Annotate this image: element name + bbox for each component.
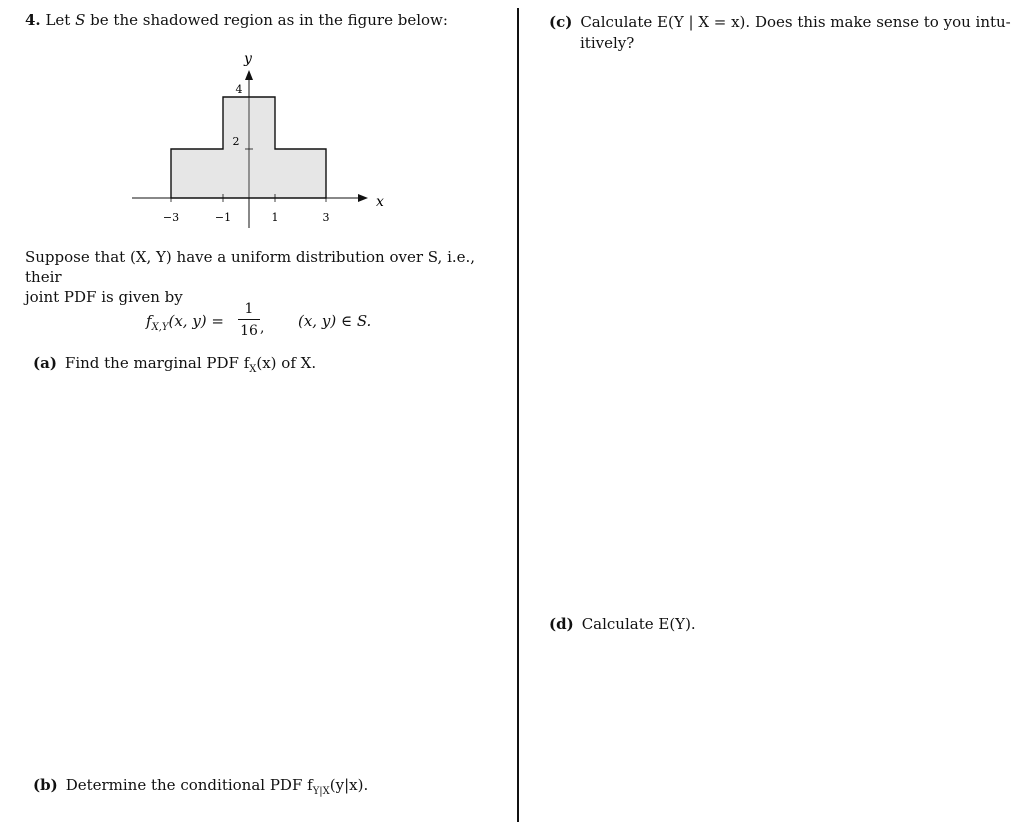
fraction-numerator: 1 bbox=[244, 301, 254, 317]
problem-number: 4. bbox=[25, 11, 41, 29]
problem-intro-before: Let bbox=[45, 11, 71, 29]
x-tick-label: 3 bbox=[322, 211, 330, 224]
y-tick-label: 2 bbox=[232, 135, 240, 148]
part-b-sub: Y|X bbox=[312, 786, 330, 797]
x-axis-arrow bbox=[358, 194, 368, 202]
x-tick-label: 1 bbox=[271, 211, 279, 224]
part-a-text: Find the marginal PDF f bbox=[64, 354, 250, 372]
joint-pdf-formula bbox=[146, 300, 406, 344]
fraction-denominator: 16 bbox=[240, 323, 258, 339]
part-b-label: (b) bbox=[33, 776, 58, 794]
formula-subscript: X,Y bbox=[151, 322, 169, 333]
fraction-bar bbox=[238, 319, 260, 320]
formula-comma: , bbox=[260, 320, 265, 336]
part-a bbox=[33, 354, 316, 375]
distribution-paragraph bbox=[25, 247, 505, 307]
paragraph-line-1: Suppose that (X, Y) have a uniform distribution over S, i.e., their bbox=[25, 248, 476, 286]
x-axis-label: x bbox=[376, 194, 384, 210]
y-tick-label: 4 bbox=[235, 83, 243, 96]
formula-fraction bbox=[238, 300, 260, 340]
part-b-tail: (y|x). bbox=[329, 776, 369, 794]
part-c-label: (c) bbox=[549, 13, 573, 31]
problem-heading bbox=[25, 11, 448, 29]
paragraph-line-2: joint PDF is given by bbox=[25, 288, 183, 306]
part-a-sub: X bbox=[249, 364, 257, 375]
x-tick-label: −1 bbox=[214, 211, 232, 224]
region-plot bbox=[120, 48, 400, 230]
part-b bbox=[33, 776, 368, 797]
y-axis-arrow bbox=[245, 70, 253, 80]
part-b-text: Determine the conditional PDF f bbox=[65, 776, 313, 794]
formula-condition: (x, y) ∈ S. bbox=[298, 312, 372, 330]
part-c-line-2: itively? bbox=[580, 34, 635, 52]
part-c bbox=[549, 12, 1019, 54]
shaded-region bbox=[171, 97, 326, 198]
part-c-line-1: Calculate E(Y | X = x). Does this make sense to you intu- bbox=[580, 13, 1011, 31]
part-d-label: (d) bbox=[549, 615, 574, 633]
column-divider bbox=[517, 8, 519, 822]
region-symbol: S bbox=[75, 11, 86, 29]
part-d bbox=[549, 615, 696, 633]
x-tick-label: −3 bbox=[162, 211, 180, 224]
problem-intro-after: be the shadowed region as in the figure below: bbox=[90, 11, 448, 29]
y-axis-label: y bbox=[244, 51, 252, 67]
part-a-label: (a) bbox=[33, 354, 57, 372]
formula-lhs bbox=[146, 312, 224, 333]
formula-args: (x, y) = bbox=[168, 312, 224, 330]
part-a-tail: (x) of X. bbox=[256, 354, 317, 372]
formula-f: f bbox=[146, 312, 152, 330]
region-figure bbox=[120, 48, 400, 230]
part-d-text: Calculate E(Y). bbox=[581, 615, 696, 633]
